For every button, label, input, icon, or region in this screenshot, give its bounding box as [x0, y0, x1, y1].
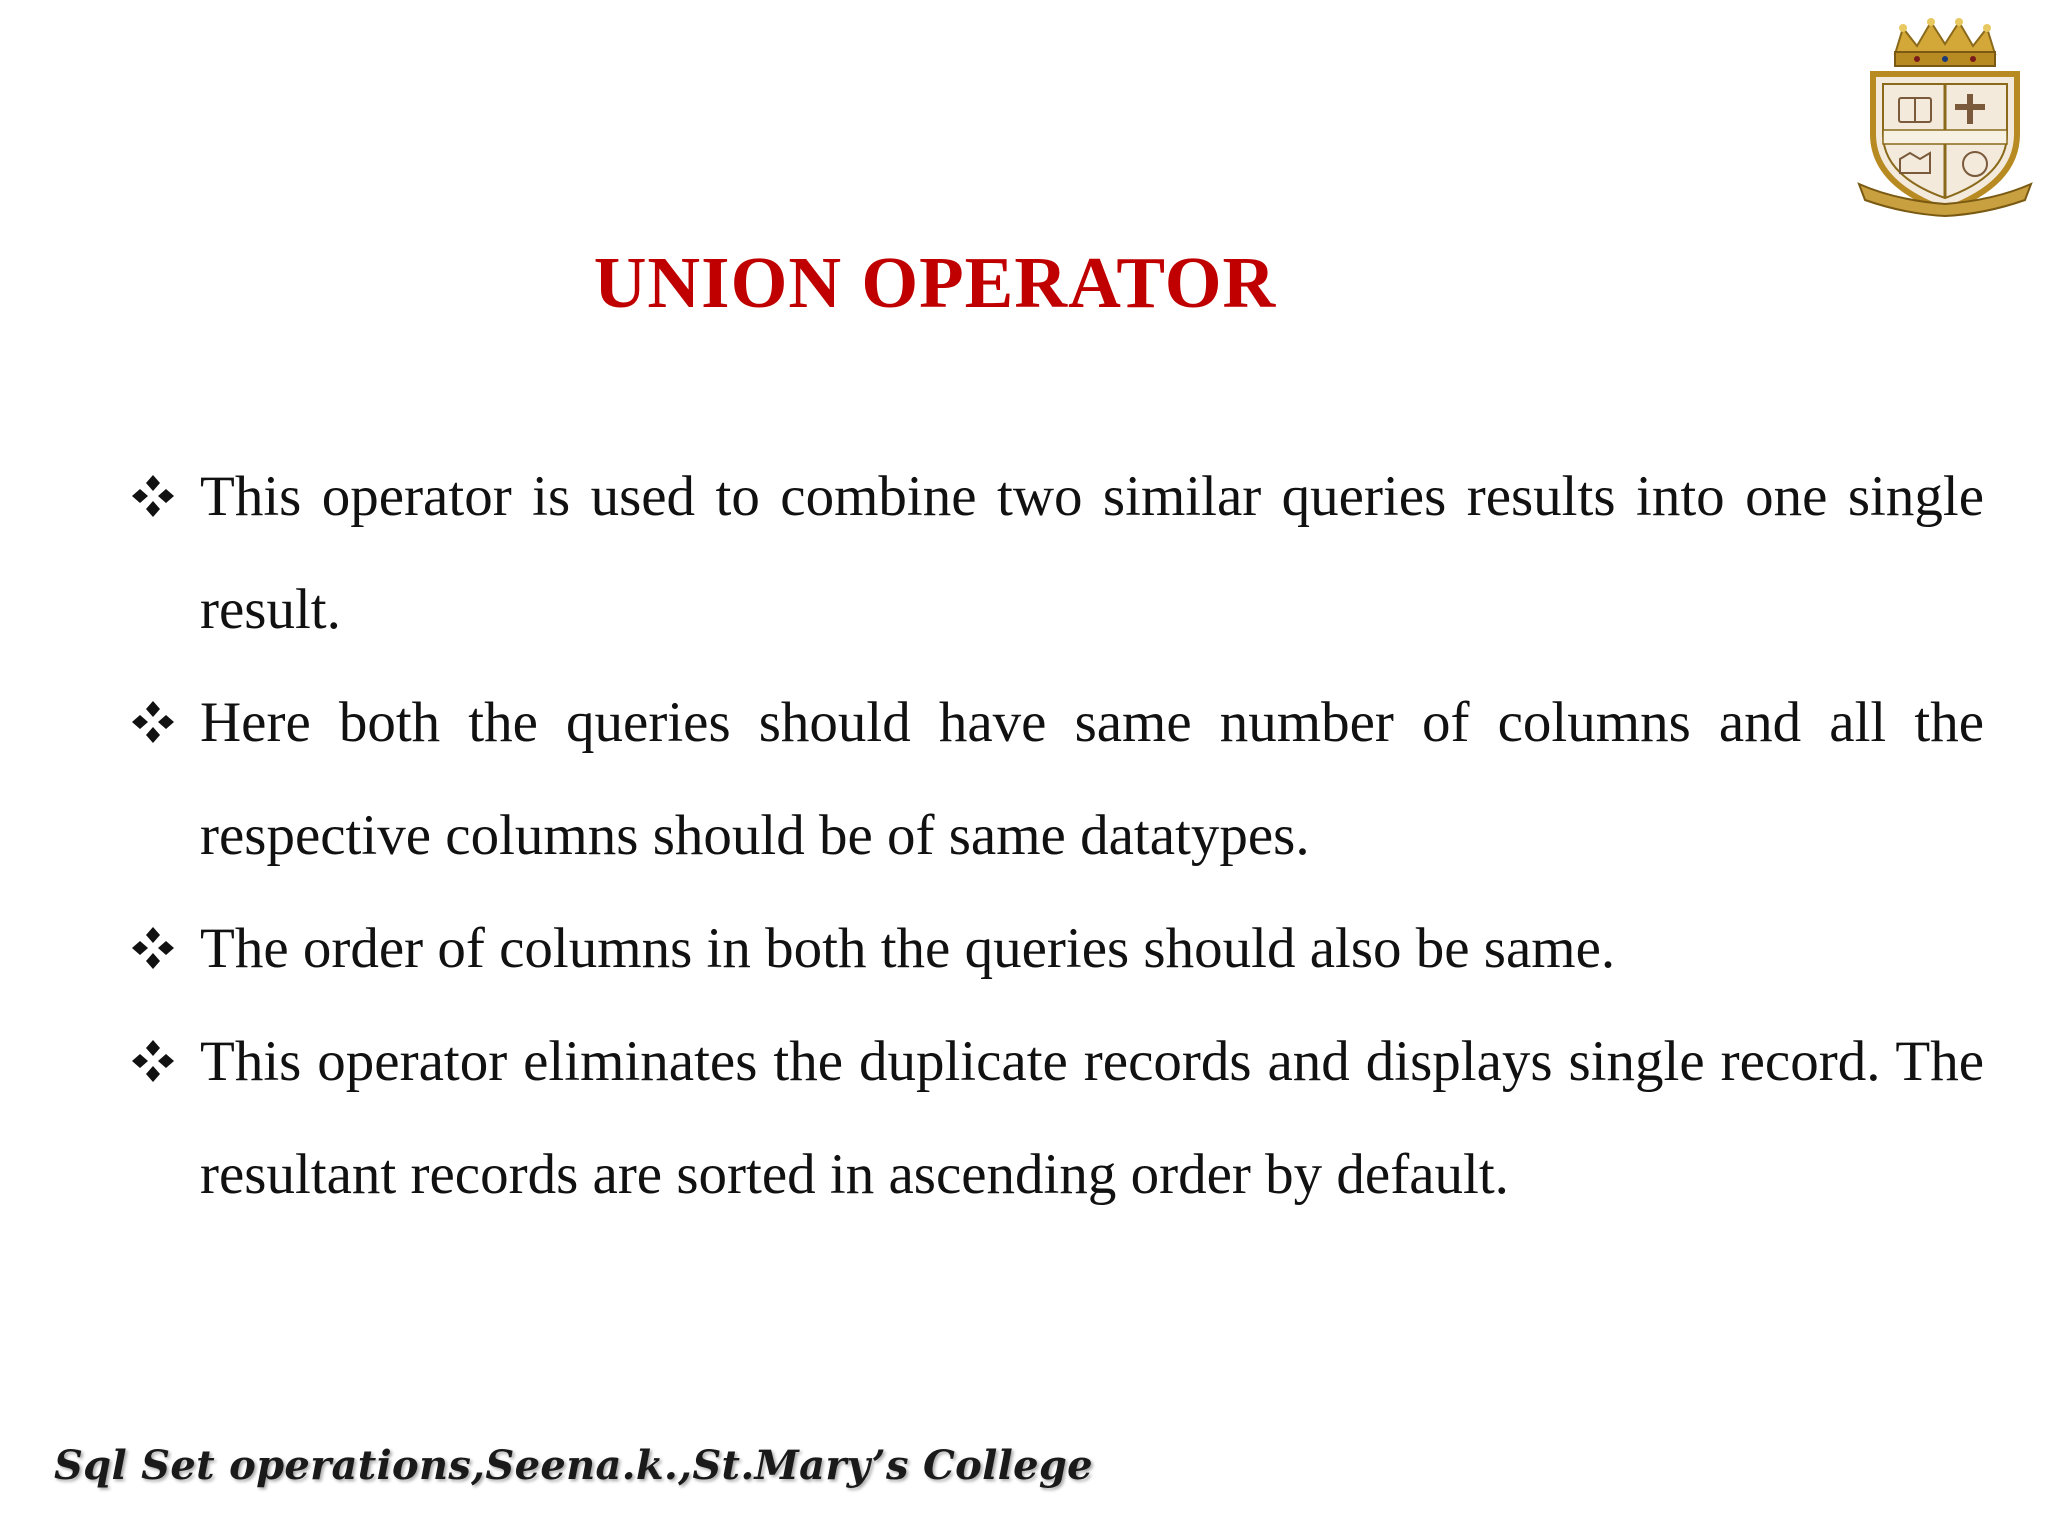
slide-title: UNION OPERATOR — [593, 242, 1277, 323]
bullet-text: This operator eliminates the duplicate records and displays single record. The resultant records are sorted in ascending order by default. — [200, 1030, 1984, 1206]
four-diamond-bullet-icon — [128, 697, 178, 747]
bullet-text: Here both the queries should have same number of columns and all the respective columns should be of same datatypes. — [200, 691, 1984, 867]
bullet-text: This operator is used to combine two similar queries results into one single result. — [200, 465, 1984, 641]
slide-footer: Sql Set operations,Seena.k.,St.Mary’s College — [54, 1442, 1093, 1489]
crown-icon — [1895, 18, 1995, 66]
bullet-item — [128, 666, 1984, 892]
four-diamond-bullet-icon — [128, 471, 178, 521]
bullet-item — [128, 1005, 1984, 1231]
bullet-item — [128, 440, 1984, 666]
four-diamond-bullet-icon — [128, 923, 178, 973]
four-diamond-bullet-icon — [128, 1036, 178, 1086]
bullet-text: The order of columns in both the queries should also be same. — [200, 917, 1616, 980]
college-crest-logo — [1855, 14, 2035, 224]
bullet-item — [128, 892, 1984, 1005]
bullet-list — [128, 440, 1984, 1231]
